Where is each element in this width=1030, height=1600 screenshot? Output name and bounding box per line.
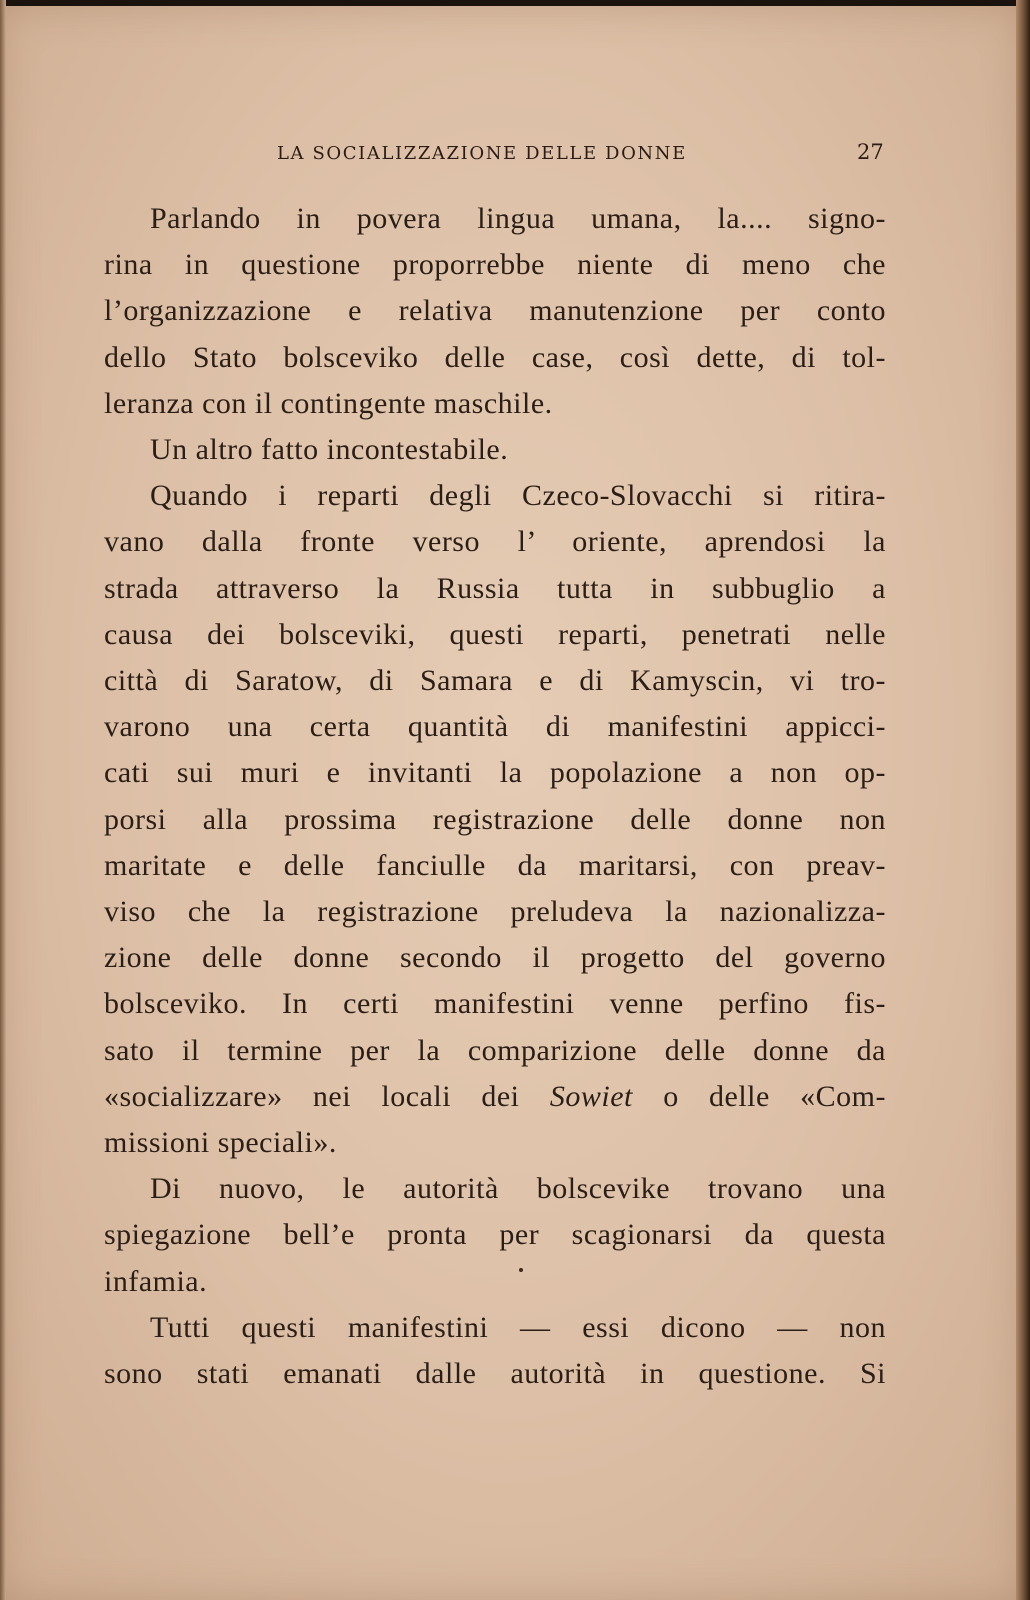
text-line: spiegazione bell’e pronta per scagionarsi da questa [104,1218,886,1252]
body-text [104,196,886,1397]
text-line: sato il termine per la comparizione delle donne da [104,1033,886,1067]
text-line: leranza con il contingente maschile. [104,386,553,420]
text-line: rina in questione proporrebbe niente di meno che [104,248,886,282]
text-line: bolsceviko. In certi manifestini venne perfino fis- [104,987,886,1021]
text-line: Un altro fatto incontestabile. [150,433,509,467]
text-segment: «socializzare» nei locali dei [104,1079,550,1113]
page-left-edge [0,0,6,1600]
page-number: 27 [857,140,884,164]
text-line-with-italic [104,1074,886,1120]
text-line: varono una certa quantità di manifestini appicci- [104,710,886,744]
text-line: viso che la registrazione preludeva la nazionalizza- [104,895,886,929]
text-line: Di nuovo, le autorità bolscevike trovano una [150,1172,886,1206]
text-line: cati sui muri e invitanti la popolazione a non op- [104,756,886,790]
text-line: Parlando in povera lingua umana, la.... signo- [150,202,886,235]
text-line: infamia. [104,1264,208,1298]
text-line: causa dei bolsceviki, questi reparti, penetrati nelle [104,617,886,651]
ink-speck [519,1268,523,1272]
text-line: dello Stato bolsceviko delle case, così dette, di tol- [104,340,886,374]
text-line: sono stati emanati dalle autorità in questione. Si [104,1357,886,1391]
text-line: l’organizzazione e relativa manutenzione per conto [104,294,886,328]
text-line: zione delle donne secondo il progetto del governo [104,941,886,975]
text-line: Quando i reparti degli Czeco-Slovacchi si ritira- [150,479,886,513]
text-line: Tutti questi manifestini — essi dicono — non [150,1310,886,1344]
text-line: vano dalla fronte verso l’ oriente, aprendosi la [104,525,886,559]
text-line: maritate e delle fanciulle da maritarsi, con preav- [104,848,886,882]
text-line: porsi alla prossima registrazione delle donne non [104,802,886,836]
italic-term-sowiet: Sowiet [549,1079,633,1113]
running-title: LA SOCIALIZZAZIONE DELLE DONNE [277,143,687,164]
text-segment: o delle «Com- [632,1079,887,1113]
text-line: strada attraverso la Russia tutta in subbuglio a [104,571,886,605]
text-line: missioni speciali». [104,1126,337,1160]
text-line: città di Saratow, di Samara e di Kamyscin, vi tro- [104,664,886,698]
page-right-edge [1016,0,1030,1600]
